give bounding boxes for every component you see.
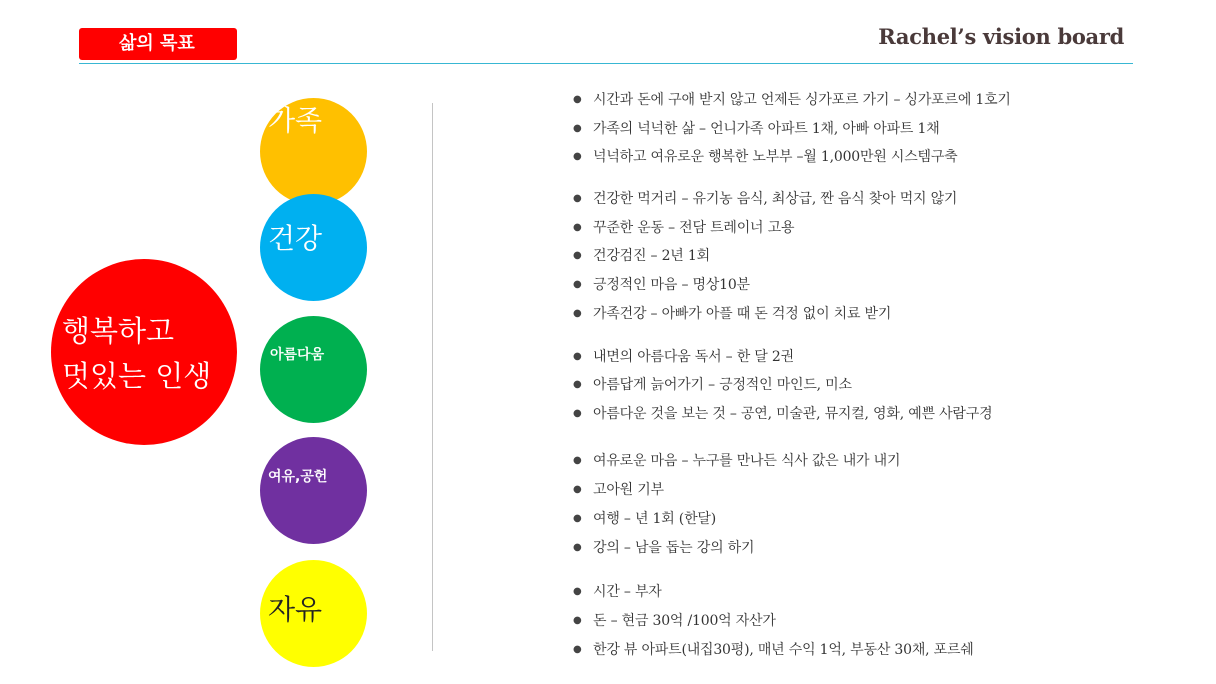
family-label: 가족 xyxy=(268,104,323,137)
bullet-icon: ● xyxy=(573,513,582,524)
list-item xyxy=(573,537,754,557)
list-item xyxy=(573,118,940,138)
list-item-text: 아름다운 것을 보는 것 – 공연, 미술관, 뮤지컬, 영화, 예쁜 사람구경 xyxy=(593,406,993,422)
bullet-icon: ● xyxy=(573,379,582,390)
health-label: 건강 xyxy=(268,222,323,255)
bullet-icon: ● xyxy=(573,222,582,233)
bullet-icon: ● xyxy=(573,351,582,362)
list-item xyxy=(573,146,958,166)
list-item xyxy=(573,89,1011,109)
list-item-text: 여유로운 마음 – 누구를 만나든 식사 값은 내가 내기 xyxy=(593,453,901,469)
list-item-text: 내면의 아름다움 독서 – 한 달 2권 xyxy=(593,349,794,365)
list-item xyxy=(573,374,852,394)
bullet-icon: ● xyxy=(573,279,582,290)
freedom-label: 자유 xyxy=(268,593,323,626)
list-item-text: 가족의 넉넉한 삶 – 언니가족 아파트 1채, 아빠 아파트 1채 xyxy=(593,121,940,137)
bullet-icon: ● xyxy=(573,484,582,495)
bullet-icon: ● xyxy=(573,644,582,655)
list-item-text: 아름답게 늙어가기 – 긍정적인 마인드, 미소 xyxy=(593,377,852,393)
list-item xyxy=(573,479,664,499)
list-item-text: 돈 – 현금 30억 /100억 자산가 xyxy=(593,613,776,629)
list-item xyxy=(573,217,794,237)
list-item xyxy=(573,303,891,323)
vertical-divider xyxy=(432,103,433,651)
list-item xyxy=(573,346,794,366)
list-item-text: 고아원 기부 xyxy=(593,482,664,498)
list-item xyxy=(573,245,710,265)
list-item xyxy=(573,188,957,208)
list-item xyxy=(573,581,662,601)
bullet-icon: ● xyxy=(573,94,582,105)
list-item-text: 강의 – 남을 돕는 강의 하기 xyxy=(593,540,755,556)
list-item-text: 가족건강 – 아빠가 아플 때 돈 걱정 없이 치료 받기 xyxy=(593,306,892,322)
list-item-text: 여행 – 년 1회 (한달) xyxy=(593,511,716,527)
bullet-icon: ● xyxy=(573,151,582,162)
list-item-text: 한강 뷰 아파트(내집30평), 매년 수익 1억, 부동산 30채, 포르쉐 xyxy=(593,642,974,658)
beauty-circle xyxy=(260,316,367,423)
list-item-text: 넉넉하고 여유로운 행복한 노부부 –월 1,000만원 시스템구축 xyxy=(593,149,958,165)
list-item xyxy=(573,274,750,294)
list-item-text: 건강검진 – 2년 1회 xyxy=(593,248,710,264)
header-divider xyxy=(79,63,1133,64)
center-text xyxy=(62,309,211,399)
center-text-line2: 멋있는 인생 xyxy=(62,359,212,393)
list-item-text: 건강한 먹거리 – 유기농 음식, 최상급, 짠 음식 찾아 먹지 않기 xyxy=(593,191,958,207)
list-item-text: 꾸준한 운동 – 전담 트레이너 고용 xyxy=(593,220,795,236)
bullet-icon: ● xyxy=(573,615,582,626)
list-item xyxy=(573,403,992,423)
bullet-icon: ● xyxy=(573,250,582,261)
list-item xyxy=(573,450,900,470)
bullet-icon: ● xyxy=(573,193,582,204)
list-item xyxy=(573,508,716,528)
bullet-icon: ● xyxy=(573,123,582,134)
list-item xyxy=(573,639,974,659)
beauty-label: 아름다움 xyxy=(270,347,325,363)
bullet-icon: ● xyxy=(573,542,582,553)
list-item-text: 시간과 돈에 구애 받지 않고 언제든 싱가포르 가기 – 싱가포르에 1호기 xyxy=(593,92,1011,108)
bullet-icon: ● xyxy=(573,308,582,319)
giving-circle xyxy=(260,437,367,544)
list-item-text: 긍정적인 마음 – 명상10분 xyxy=(593,277,750,293)
bullet-icon: ● xyxy=(573,586,582,597)
bullet-icon: ● xyxy=(573,455,582,466)
list-item-text: 시간 – 부자 xyxy=(593,584,662,600)
giving-label: 여유,공헌 xyxy=(268,469,328,485)
bullet-icon: ● xyxy=(573,408,582,419)
goal-tag: 삶의 목표 xyxy=(79,28,237,60)
list-item xyxy=(573,610,776,630)
board-title: Rachel’s vision board xyxy=(878,24,1124,49)
center-text-line1: 행복하고 xyxy=(62,314,175,348)
